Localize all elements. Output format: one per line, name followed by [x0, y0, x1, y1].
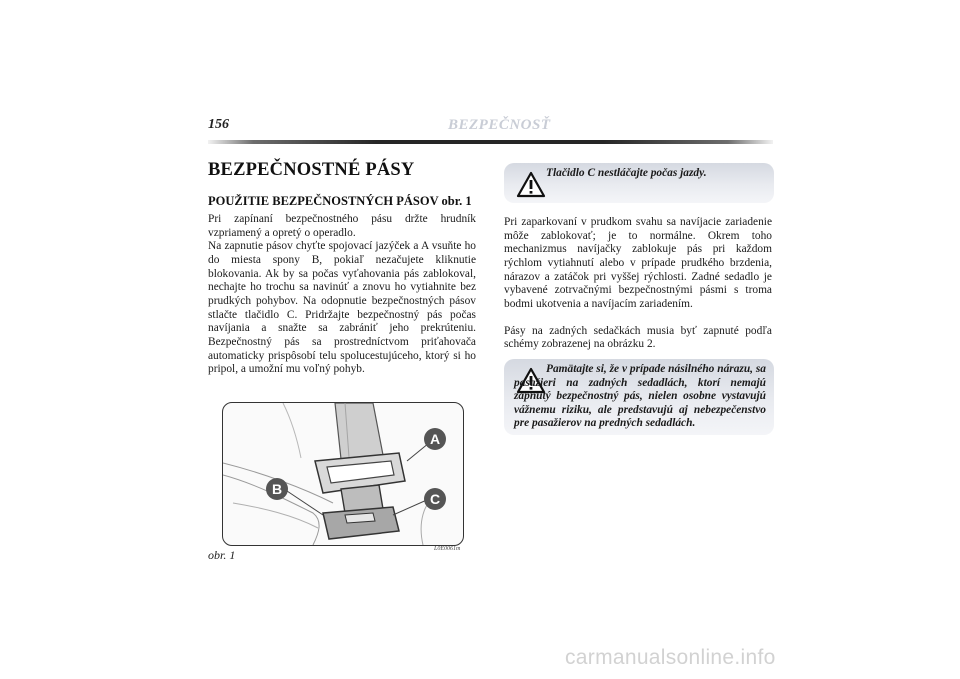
paragraph: Pri zaparkovaní v prudkom svahu sa navíjacie zariadenie môže zablokovať; je to normálne. Okrem toho mechanizmus navíjačky zablokuje pás pri každom rýchlom vytiahnutí alebo v prípade prudkého brzdenia, nárazov a zatáčok pri vyššej rýchlosti. Zadné sedadlo je vybavené zotrvačnými bezpečnostnými pásmi s troma bodmi ukotvenia a navíjacím zariadením. — [504, 216, 772, 310]
header-rule — [208, 140, 773, 144]
body-text-left: Pri zapínaní bezpečnostného pásu držte hrudník vzpriamený a opretý o operadlo. Na zapnutie pásov chyťte spojovací jazýček a A vsuňte ho do miesta spony B, pokiaľ nezačujete kliknutie blokovania. Ak by sa počas vyťahovania pás zablokoval, nechajte ho trochu sa navinúť a znovu ho vytiahnite bez prudkých pohybov. Na odopnutie bezpečnostných pásov stlačte tlačidlo C. Pridržajte bezpečnostný pás počas navíjania a snažte sa zabrániť jeho prekrúteniu. Bezpečnostný pás sa prostredníctvom priťahovača automaticky prispôsobí telu spolucestujúceho, ktorý si ho pripol, a umožní mu voľný pohyb. — [208, 213, 476, 376]
body-text-right — [504, 216, 772, 365]
figure-caption: obr. 1 — [208, 548, 236, 562]
warning-text: Pamätajte si, že v prípade násilného nárazu, sa pasažieri na zadných sedadlách, ktorí nemajú zapnutý bezpečnostný pás, nielen osobne vystavujú vážnemu riziku, ale predstavujú aj nebezpečenstvo pre pasažierov na predných sedadlách. — [514, 363, 766, 429]
figure-label-b: B — [271, 481, 283, 497]
figure-label-c: C — [429, 491, 441, 507]
section-title: BEZPEČNOSTNÉ PÁSY — [208, 160, 415, 180]
figure-code: L0E0061m — [434, 546, 461, 552]
subsection-title: POUŽITIE BEZPEČNOSTNÝCH PÁSOV obr. 1 — [208, 194, 472, 208]
page-number: 156 — [208, 117, 229, 132]
header-title: BEZPEČNOSŤ — [448, 117, 551, 133]
seatbelt-buckle-illustration — [223, 403, 463, 545]
figure-label-a: A — [429, 431, 441, 447]
watermark: carmanualsonline.info — [565, 646, 776, 669]
warning-box-rear-passengers — [504, 359, 774, 435]
seatbelt-figure — [222, 402, 464, 546]
paragraph: Pásy na zadných sedačkách musia byť zapnuté podľa schémy zobrazenej na obrázku 2. — [504, 324, 772, 351]
warning-triangle-icon — [516, 171, 546, 198]
warning-text: Tlačidlo C nestláčajte počas jazdy. — [546, 167, 707, 179]
warning-box-button-c — [504, 163, 774, 203]
